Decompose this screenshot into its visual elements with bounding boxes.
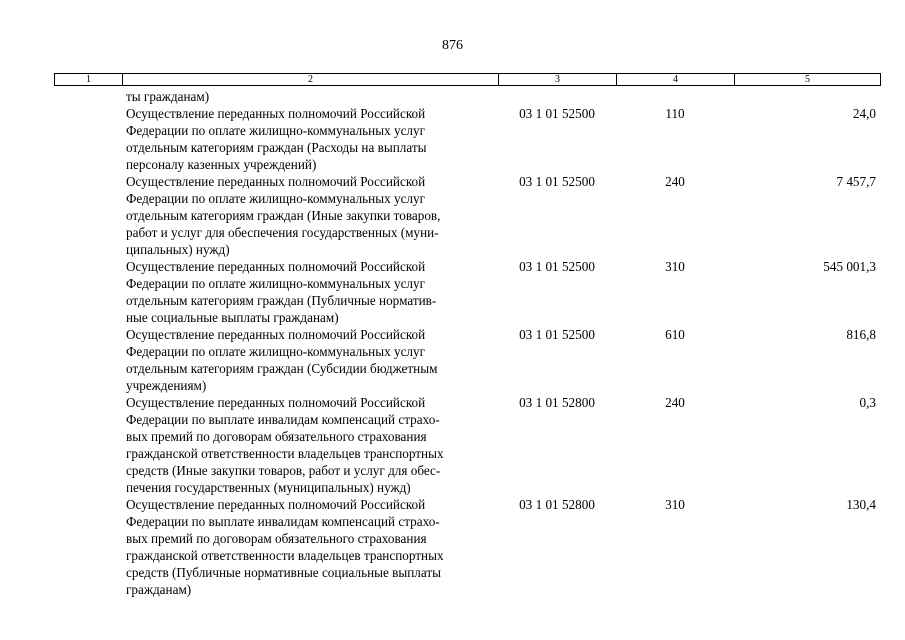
row-description [122,496,498,598]
row-description [122,173,498,258]
column-header-2: 2 [123,74,499,86]
description-line: ные социальные выплаты гражданам) [126,310,339,325]
description-line: ты гражданам) [126,89,210,104]
row-expense-type: 610 [665,327,685,342]
table-row [54,394,880,496]
row-description [122,258,498,326]
description-line: Федерации по оплате жилищно-коммунальных услуг [126,191,426,206]
column-header-5: 5 [735,74,881,86]
description-line: Осуществление переданных полномочий Российской [126,259,426,274]
description-line: учреждениям) [126,378,207,393]
description-line: отдельным категориям граждан (Субсидии бюджетным [126,361,438,376]
description-line: гражданам) [126,582,192,597]
description-line: средств (Публичные нормативные социальные выплаты [126,565,442,580]
table-row [54,258,880,326]
row-empty-cell [54,326,122,394]
row-expense-type: 240 [665,174,685,189]
description-line: Осуществление переданных полномочий Российской [126,106,426,121]
row-empty-cell [54,88,122,105]
row-expense-type: 240 [665,395,685,410]
row-expense-type [616,88,734,105]
row-target-code: 03 1 01 52500 [519,106,595,121]
row-amount: 130,4 [846,497,876,512]
row-empty-cell [54,496,122,598]
column-header-1: 1 [55,74,123,86]
description-line: Федерации по выплате инвалидам компенсаций страхо- [126,514,440,529]
budget-rows [54,88,880,598]
page-number: 876 [442,38,463,53]
row-target-code: 03 1 01 52800 [519,497,595,512]
column-header-table [54,73,881,86]
row-target-code [498,88,616,105]
row-amount: 0,3 [859,395,876,410]
table-row [54,173,880,258]
row-description [122,394,498,496]
description-line: Осуществление переданных полномочий Российской [126,497,426,512]
description-line: Осуществление переданных полномочий Российской [126,395,426,410]
row-amount: 816,8 [846,327,876,342]
description-line: отдельным категориям граждан (Иные закупки товаров, [126,208,441,223]
column-header-3: 3 [499,74,617,86]
description-line: гражданской ответственности владельцев транспортных [126,548,444,563]
table-row [54,496,880,598]
row-target-code: 03 1 01 52500 [519,174,595,189]
row-amount: 7 457,7 [836,174,876,189]
row-target-code: 03 1 01 52500 [519,259,595,274]
table-row [54,88,880,105]
column-header-4: 4 [617,74,735,86]
row-description [122,105,498,173]
row-description [122,326,498,394]
description-line: персоналу казенных учреждений) [126,157,317,172]
row-amount: 545 001,3 [823,259,876,274]
description-line: Осуществление переданных полномочий Российской [126,174,426,189]
description-line: печения государственных (муниципальных) нужд) [126,480,411,495]
description-line: отдельным категориям граждан (Расходы на выплаты [126,140,427,155]
row-empty-cell [54,258,122,326]
table-row [54,105,880,173]
description-line: Федерации по выплате инвалидам компенсаций страхо- [126,412,440,427]
description-line: работ и услуг для обеспечения государственных (муни- [126,225,439,240]
description-line: средств (Иные закупки товаров, работ и услуг для обес- [126,463,441,478]
table-row [54,326,880,394]
description-line: гражданской ответственности владельцев транспортных [126,446,444,461]
row-expense-type: 110 [665,106,685,121]
description-line: вых премий по договорам обязательного страхования [126,531,427,546]
row-expense-type: 310 [665,497,685,512]
description-line: Федерации по оплате жилищно-коммунальных услуг [126,344,426,359]
row-amount [734,88,880,105]
description-line: Федерации по оплате жилищно-коммунальных услуг [126,123,426,138]
description-line: вых премий по договорам обязательного страхования [126,429,427,444]
row-target-code: 03 1 01 52500 [519,327,595,342]
row-empty-cell [54,173,122,258]
row-empty-cell [54,394,122,496]
description-line: Федерации по оплате жилищно-коммунальных услуг [126,276,426,291]
row-amount: 24,0 [852,106,876,121]
row-description [122,88,498,105]
row-expense-type: 310 [665,259,685,274]
row-target-code: 03 1 01 52800 [519,395,595,410]
column-header-row [55,74,881,86]
description-line: отдельным категориям граждан (Публичные норматив- [126,293,437,308]
description-line: Осуществление переданных полномочий Российской [126,327,426,342]
description-line: ципальных) нужд) [126,242,230,257]
row-empty-cell [54,105,122,173]
